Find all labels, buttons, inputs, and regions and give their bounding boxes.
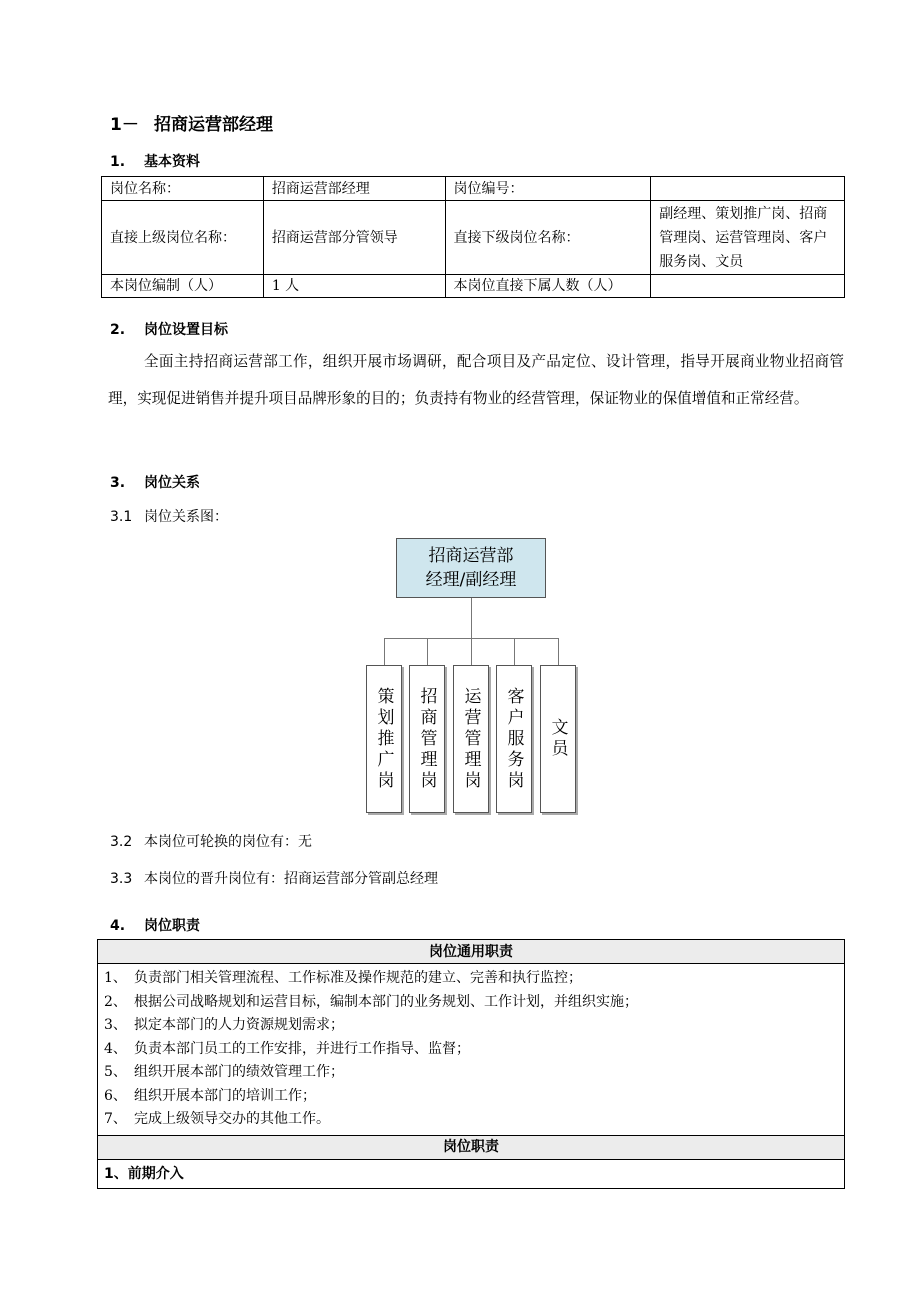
item-number: 3、 (104, 1017, 127, 1033)
label-cell: 直接上级岗位名称： (102, 201, 264, 275)
section-title: 岗位设置目标 (144, 322, 228, 338)
top-box-line: 经理/副经理 (425, 570, 517, 590)
value-cell (651, 177, 845, 201)
list-item (104, 1108, 838, 1132)
connector-line (558, 638, 559, 665)
list-item (104, 991, 838, 1015)
job-duties-header: 岗位职责 (98, 1135, 845, 1159)
subsection-number: 3.3 (110, 871, 133, 887)
item-number: 1、 (104, 970, 127, 986)
value-cell: 招商运营部经理 (263, 177, 445, 201)
label-cell: 本岗位直接下属人数（人） (445, 275, 651, 298)
basic-info-table (101, 176, 845, 298)
connector-line (471, 638, 472, 665)
title-text: 招商运营部经理 (154, 115, 273, 135)
connector-line (471, 598, 472, 638)
org-chart-child-box (366, 665, 402, 813)
value-cell: 1 人 (263, 275, 445, 298)
list-item (104, 1085, 838, 1109)
list-item (104, 1061, 838, 1085)
table-row (98, 1135, 845, 1159)
child-label: 招商管理岗 (416, 686, 437, 792)
section-4-heading (110, 915, 200, 935)
item-number: 7、 (104, 1111, 127, 1127)
duty-item-heading: 1、前期介入 (98, 1159, 845, 1188)
section-title: 岗位关系 (144, 475, 200, 491)
item-text: 负责本部门员工的工作安排，并进行工作指导、监督； (134, 1040, 470, 1057)
org-chart-top-box (396, 538, 546, 598)
list-item (104, 1038, 838, 1062)
table-row (98, 964, 845, 1136)
child-label: 文员 (547, 718, 568, 760)
subsection-text: 本岗位可轮换的岗位有：无 (144, 834, 312, 850)
subsection-number: 3.2 (110, 834, 133, 850)
label-cell: 岗位名称： (102, 177, 264, 201)
connector-line (427, 638, 428, 665)
list-item (104, 967, 838, 991)
label-cell: 直接下级岗位名称： (445, 201, 651, 275)
table-row (102, 201, 845, 275)
subsection-3-3 (110, 868, 438, 888)
document-title (110, 110, 273, 135)
general-duties-header: 岗位通用职责 (98, 940, 845, 964)
subsection-3-1 (110, 506, 228, 526)
section-number: 1. (110, 154, 126, 170)
section-title: 岗位职责 (144, 918, 200, 934)
value-cell (651, 275, 845, 298)
section-number: 4. (110, 918, 126, 934)
list-item (104, 1014, 838, 1038)
table-row (102, 177, 845, 201)
item-number: 5、 (104, 1064, 127, 1080)
section-title: 基本资料 (144, 154, 200, 170)
top-box-line: 招商运营部 (428, 546, 514, 566)
item-number: 2、 (104, 993, 127, 1010)
item-text: 拟定本部门的人力资源规划需求； (134, 1017, 344, 1033)
table-row (98, 1159, 845, 1188)
item-text: 完成上级领导交办的其他工作。 (134, 1111, 330, 1127)
child-label: 策划推广岗 (373, 686, 394, 792)
child-label: 客户服务岗 (503, 686, 524, 792)
item-number: 4、 (104, 1040, 127, 1057)
subsection-text: 本岗位的晋升岗位有：招商运营部分管副总经理 (144, 871, 438, 887)
item-text: 根据公司战略规划和运营目标，编制本部门的业务规划、工作计划，并组织实施； (134, 993, 638, 1010)
objective-paragraph: 全面主持招商运营部工作，组织开展市场调研，配合项目及产品定位、设计管理，指导开展商业物业招商管理，实现促进销售并提升项目品牌形象的目的；负责持有物业的经营管理，保证物业的保值增值和正常经营。 (108, 353, 844, 407)
item-text: 负责部门相关管理流程、工作标准及操作规范的建立、完善和执行监控； (134, 970, 582, 986)
value-cell: 招商运营部分管领导 (263, 201, 445, 275)
subsection-number: 3.1 (110, 509, 133, 525)
section-3-heading (110, 472, 200, 492)
section-1-heading (110, 151, 200, 171)
general-duties-list (98, 964, 845, 1136)
org-chart-child-box (409, 665, 445, 813)
section-number: 3. (110, 475, 126, 491)
connector-line (514, 638, 515, 665)
subsection-3-2 (110, 831, 312, 851)
child-label: 运营管理岗 (460, 686, 481, 792)
title-number: 1－ (110, 115, 139, 135)
org-chart-child-box (540, 665, 576, 813)
org-chart-child-box (453, 665, 489, 813)
table-row (102, 275, 845, 298)
item-text: 组织开展本部门的培训工作； (134, 1087, 316, 1104)
connector-line (384, 638, 385, 665)
section-number: 2. (110, 322, 126, 338)
duties-table (97, 939, 845, 1189)
table-row (98, 940, 845, 964)
value-cell: 副经理、策划推广岗、招商管理岗、运营管理岗、客户服务岗、文员 (651, 201, 845, 275)
section-2-heading (110, 319, 228, 339)
label-cell: 本岗位编制（人） (102, 275, 264, 298)
item-text: 组织开展本部门的绩效管理工作； (134, 1064, 344, 1080)
subsection-text: 岗位关系图： (144, 509, 228, 525)
item-number: 6、 (104, 1087, 127, 1104)
org-chart-child-box (496, 665, 532, 813)
label-cell: 岗位编号： (445, 177, 651, 201)
